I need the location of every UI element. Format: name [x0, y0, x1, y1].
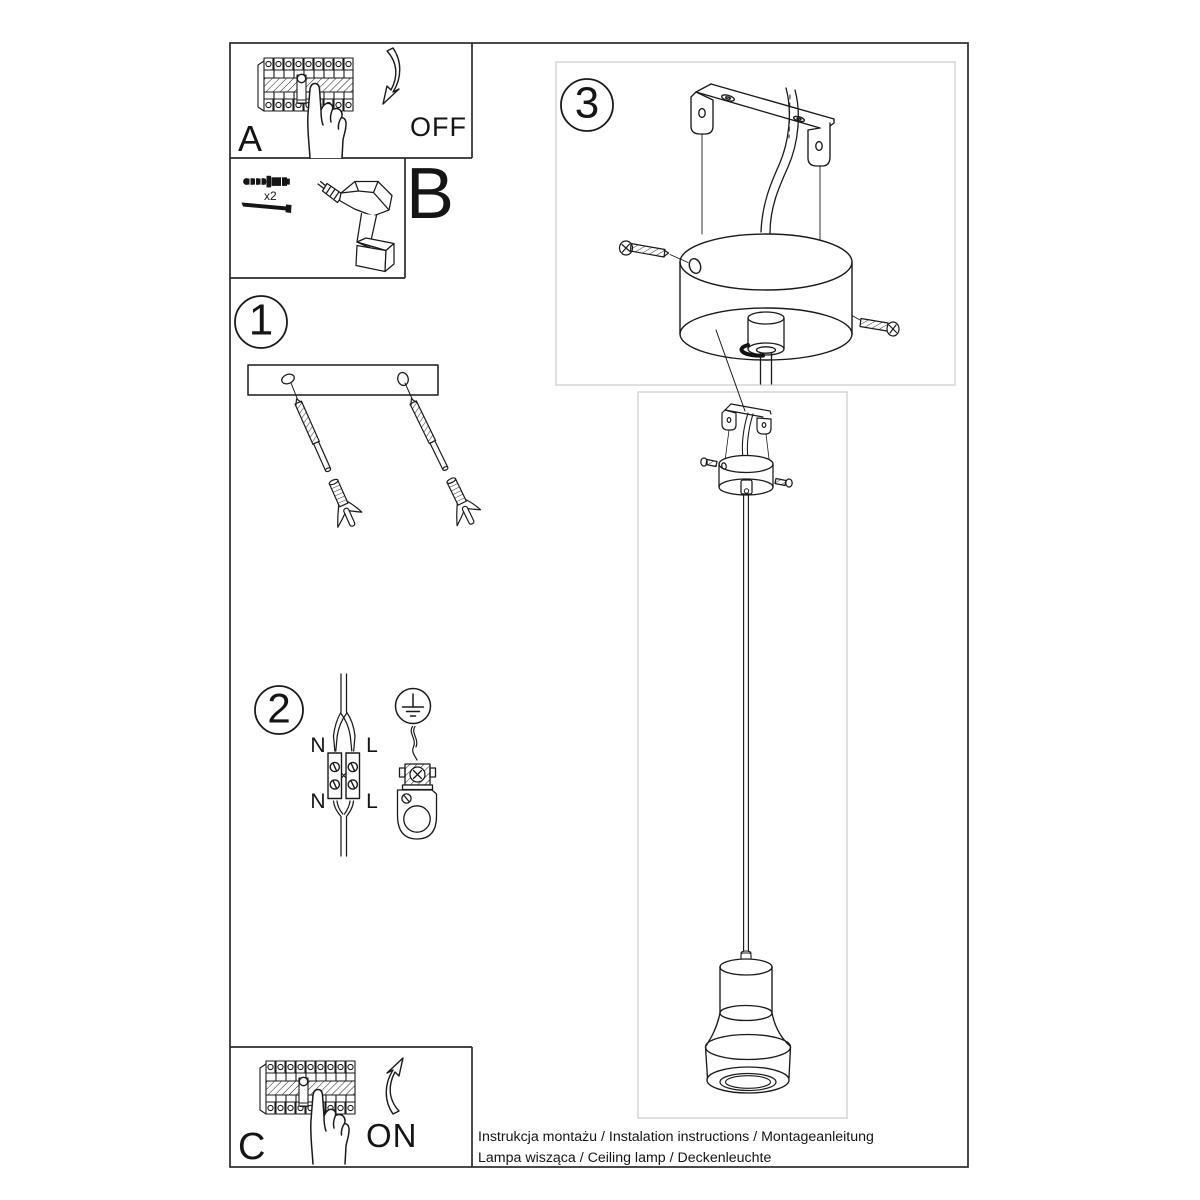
lamp-shade: [706, 951, 791, 1093]
anchor-quantity-label: x2: [264, 189, 277, 203]
pendant-cable: [744, 494, 749, 951]
mounting-bar: [248, 365, 438, 395]
drill-icon: [318, 182, 394, 272]
canopy-screw-left: [620, 241, 689, 263]
step3-number: 3: [574, 78, 600, 128]
panel-c-label: C: [238, 1126, 266, 1168]
footer-line2: Lampa wisząca / Ceiling lamp / Deckenleuchte: [478, 1150, 772, 1166]
detail-screw-left: [701, 458, 717, 467]
arrow-down-icon: [383, 48, 400, 104]
panel-a-art: [258, 48, 400, 158]
circuit-breaker-icon: [258, 58, 353, 111]
wire-label-l-top: L: [366, 733, 378, 757]
panel-c-action-label: ON: [366, 1117, 418, 1154]
step2-number: 2: [267, 684, 291, 732]
detail-screw-right: [775, 479, 792, 488]
footer-line1: Instrukcja montażu / Instalation instructions / Montageanleitung: [478, 1129, 874, 1145]
wall-plug-icon: [243, 176, 290, 188]
step1-number: 1: [248, 295, 274, 345]
ground-symbol-icon: [396, 689, 431, 724]
panel-a-action-label: OFF: [410, 112, 467, 142]
pointing-hand-icon: [308, 84, 346, 159]
terminal-block: [328, 753, 360, 799]
arrow-up-icon: [386, 1058, 403, 1114]
wire-label-n-bottom: N: [310, 789, 326, 813]
panel-a-label: A: [238, 118, 263, 159]
screw-icon: [242, 203, 292, 214]
layout-borders: [230, 43, 968, 1167]
canopy-screw-right: [852, 316, 899, 337]
anchor-screw-right: [398, 393, 484, 530]
step3-art: [561, 79, 899, 411]
pointing-hand-icon: [311, 1090, 349, 1165]
wire-label-n-top: N: [310, 733, 326, 757]
ground-clamp: [398, 727, 437, 840]
detail-canopy: [701, 456, 792, 496]
wire-label-l-bottom: L: [366, 789, 378, 813]
canopy: [680, 234, 852, 360]
detail-art: [701, 404, 792, 1093]
power-cable: [761, 88, 798, 233]
circuit-breaker-icon: [260, 1061, 355, 1114]
anchor-screw-left: [283, 393, 365, 531]
panel-b-label: B: [406, 154, 455, 234]
